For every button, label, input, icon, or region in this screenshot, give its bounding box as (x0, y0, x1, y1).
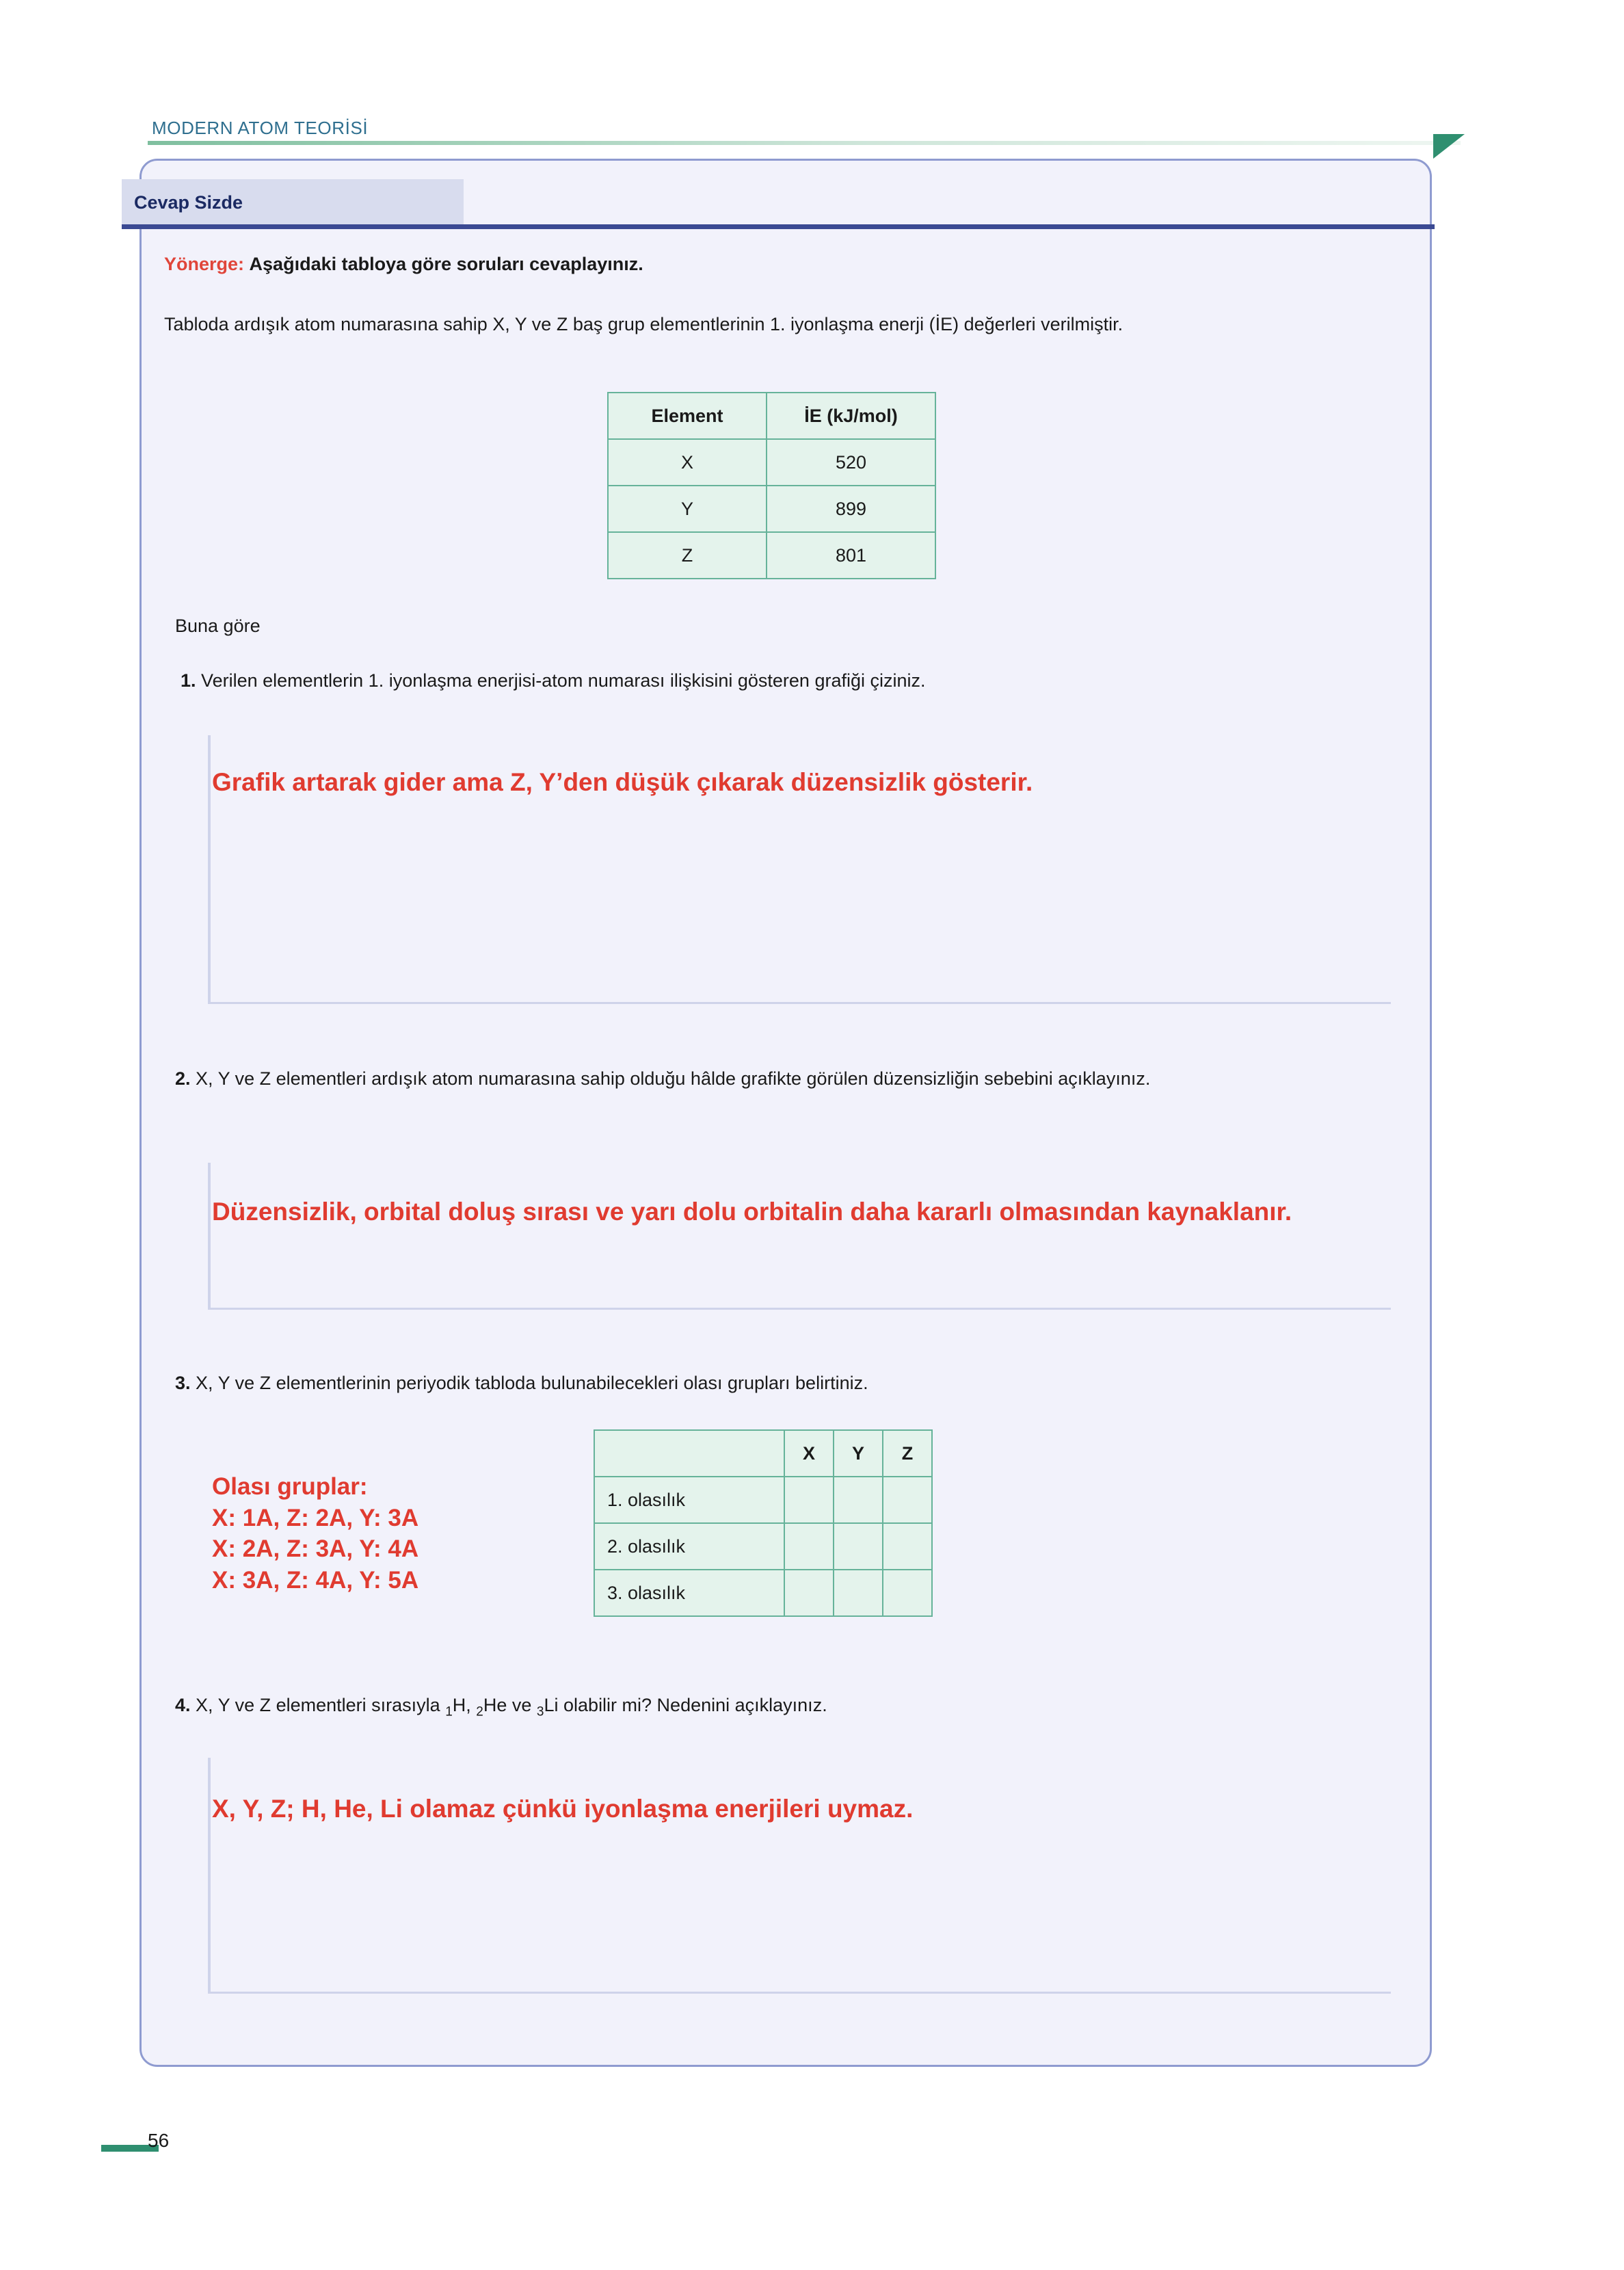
instruction-key: Yönerge: (164, 254, 245, 274)
row-label-3: 3. olasılık (594, 1570, 784, 1616)
question-4-el-3: Li olabilir mi? Nedenini açıklayınız. (544, 1695, 827, 1715)
answer-3-block (212, 1471, 595, 1596)
cell-y[interactable] (834, 1477, 883, 1523)
instruction-line (164, 254, 643, 275)
answer-3-line-2: X: 2A, Z: 3A, Y: 4A (212, 1535, 419, 1562)
answer-zone-2 (208, 1163, 1391, 1310)
cell-ie: 801 (767, 532, 935, 579)
tab-underline-rule (122, 224, 1435, 229)
col-header-blank (594, 1430, 784, 1477)
table-row (594, 1570, 932, 1616)
cevap-sizde-tab-label: Cevap Sizde (134, 192, 243, 213)
cell-z[interactable] (883, 1477, 932, 1523)
answer-3-line-3: X: 3A, Z: 4A, Y: 5A (212, 1566, 419, 1594)
instruction-value: Aşağıdaki tabloya göre soruları cevaplayınız. (249, 254, 643, 274)
col-header-y: Y (834, 1430, 883, 1477)
answer-3-line-1: X: 1A, Z: 2A, Y: 3A (212, 1504, 419, 1531)
question-3-number: 3. (175, 1373, 191, 1393)
possible-groups-table (594, 1429, 933, 1617)
cell-z[interactable] (883, 1523, 932, 1570)
cell-x[interactable] (784, 1570, 834, 1616)
question-4-text-part1: X, Y ve Z elementleri sırasıyla (196, 1695, 446, 1715)
cell-element: Y (608, 486, 767, 532)
question-4-el-1: H, (452, 1695, 477, 1715)
ie-values-table (607, 392, 936, 579)
col-header-z: Z (883, 1430, 932, 1477)
cell-y[interactable] (834, 1523, 883, 1570)
question-1-text: Verilen elementlerin 1. iyonlaşma enerjisi-atom numarası ilişkisini gösteren grafiği çiziniz. (201, 670, 926, 691)
table-row (608, 532, 935, 579)
table-header-row (608, 393, 935, 439)
answer-2-text: Düzensizlik, orbital doluş sırası ve yarı dolu orbitalin daha kararlı olmasından kaynaklanır. (212, 1198, 1292, 1226)
col-header-x: X (784, 1430, 834, 1477)
question-2-number: 2. (175, 1068, 191, 1089)
header-corner-flag (1433, 134, 1465, 159)
question-4-sub-1: 1 (445, 1704, 453, 1719)
table-row (594, 1523, 932, 1570)
cell-element: Z (608, 532, 767, 579)
cell-ie: 899 (767, 486, 935, 532)
page-number: 56 (148, 2130, 170, 2151)
answer-1-text: Grafik artarak gider ama Z, Y’den düşük çıkarak düzensizlik gösterir. (212, 768, 1033, 796)
question-2-text: X, Y ve Z elementleri ardışık atom numarasına sahip olduğu hâlde grafikte görülen düzensizliğin sebebini açıklayınız. (196, 1068, 1151, 1089)
table-row (608, 486, 935, 532)
cell-element: X (608, 439, 767, 486)
intro-paragraph: Tabloda ardışık atom numarasına sahip X, Y ve Z baş grup elementlerinin 1. iyonlaşma enerji (İE) değerleri verilmiştir. (164, 314, 1123, 334)
col-header-element: Element (608, 393, 767, 439)
cell-ie: 520 (767, 439, 935, 486)
question-4-el-2: He ve (483, 1695, 537, 1715)
buna-gore-text: Buna göre (175, 616, 261, 636)
answer-4-text: X, Y, Z; H, He, Li olamaz çünkü iyonlaşma enerjileri uymaz. (212, 1795, 914, 1823)
question-2 (175, 1066, 1406, 1092)
cell-y[interactable] (834, 1570, 883, 1616)
question-3 (175, 1370, 1406, 1396)
row-label-1: 1. olasılık (594, 1477, 784, 1523)
answer-3-title: Olası gruplar: (212, 1473, 368, 1500)
question-4-sub-3: 3 (536, 1704, 544, 1719)
table-row (594, 1477, 932, 1523)
header-divider-rule (148, 141, 1461, 145)
question-3-text: X, Y ve Z elementlerinin periyodik tabloda bulunabilecekleri olası grupları belirtiniz. (196, 1373, 868, 1393)
cell-x[interactable] (784, 1477, 834, 1523)
question-4-number: 4. (175, 1695, 191, 1715)
question-4 (175, 1692, 1406, 1722)
table-row (608, 439, 935, 486)
question-4-sub-2: 2 (476, 1704, 483, 1719)
cell-z[interactable] (883, 1570, 932, 1616)
chapter-header-label: MODERN ATOM TEORİSİ (152, 118, 369, 138)
question-1 (181, 668, 1405, 694)
table-header-row (594, 1430, 932, 1477)
question-1-number: 1. (181, 670, 196, 691)
col-header-ie: İE (kJ/mol) (767, 393, 935, 439)
row-label-2: 2. olasılık (594, 1523, 784, 1570)
cell-x[interactable] (784, 1523, 834, 1570)
